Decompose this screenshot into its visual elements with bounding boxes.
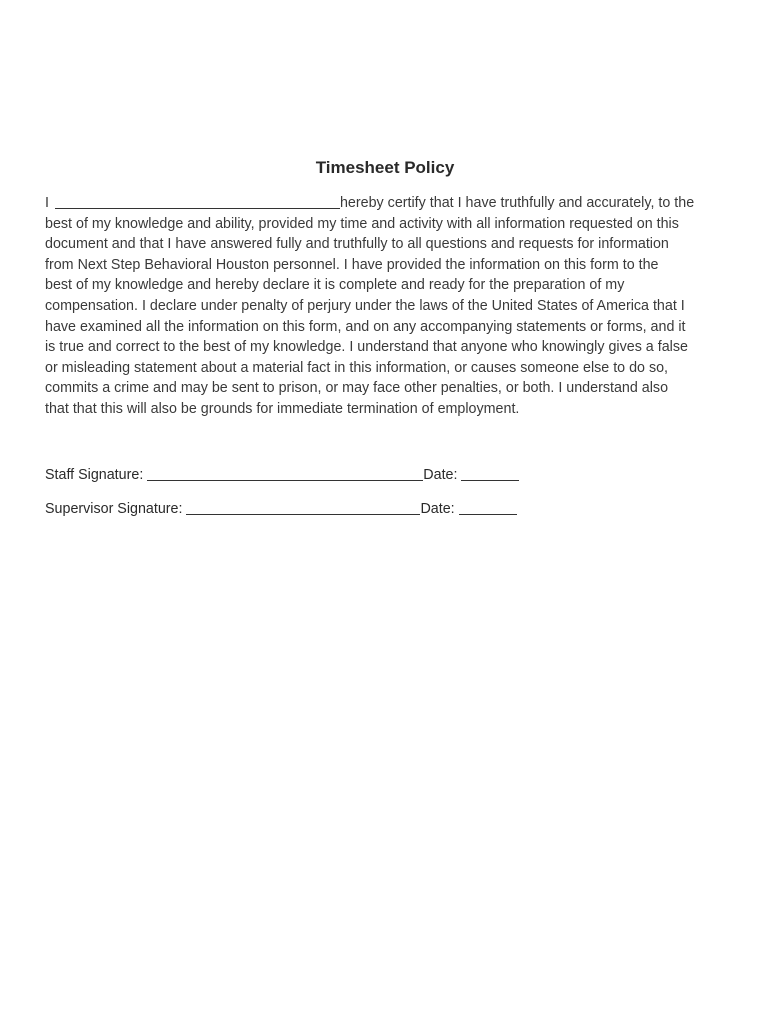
- supervisor-date-field[interactable]: [459, 500, 517, 515]
- staff-date-label: Date:: [423, 467, 458, 483]
- staff-signature-field[interactable]: [147, 466, 423, 481]
- supervisor-signature-field[interactable]: [186, 500, 420, 515]
- certification-line-2: best of my knowledge and ability, provided my time and activity with all information requested on this: [45, 215, 679, 232]
- staff-signature-row: [45, 466, 519, 484]
- certification-line-9: or misleading statement about a material fact in this information, or causes someone else to do so,: [45, 359, 669, 376]
- staff-signature-label: Staff Signature:: [45, 467, 144, 483]
- certification-line-6: compensation. I declare under penalty of perjury under the laws of the United States of America that I: [45, 297, 685, 314]
- staff-date-field[interactable]: [461, 466, 519, 481]
- certification-line-7: have examined all the information on this form, and on any accompanying statements or forms, and it: [45, 318, 686, 335]
- supervisor-signature-row: [45, 500, 517, 518]
- certification-prefix: I: [45, 195, 49, 211]
- supervisor-date-label: Date:: [420, 501, 455, 517]
- certification-line-11: that that this will also be grounds for immediate termination of employment.: [45, 400, 520, 417]
- certification-line-text: hereby certify that I have truthfully and accurately, to the: [339, 195, 695, 211]
- certification-line-8: is true and correct to the best of my knowledge. I understand that anyone who knowingly gives a false: [45, 339, 688, 356]
- page-title: Timesheet Policy: [315, 158, 455, 177]
- certification-paragraph: [45, 193, 735, 420]
- certification-line-4: from Next Step Behavioral Houston personnel. I have provided the information on this form to the: [45, 256, 659, 273]
- name-blank-field[interactable]: [55, 194, 340, 209]
- certification-line-1: [45, 193, 735, 214]
- certification-line-3: document and that I have answered fully and truthfully to all questions and requests for information: [45, 236, 669, 253]
- supervisor-signature-label: Supervisor Signature:: [45, 501, 183, 517]
- certification-line-5: best of my knowledge and hereby declare it is complete and ready for the preparation of my: [45, 277, 625, 294]
- certification-line-10: commits a crime and may be sent to prison, or may face other penalties, or both. I understand also: [45, 380, 669, 397]
